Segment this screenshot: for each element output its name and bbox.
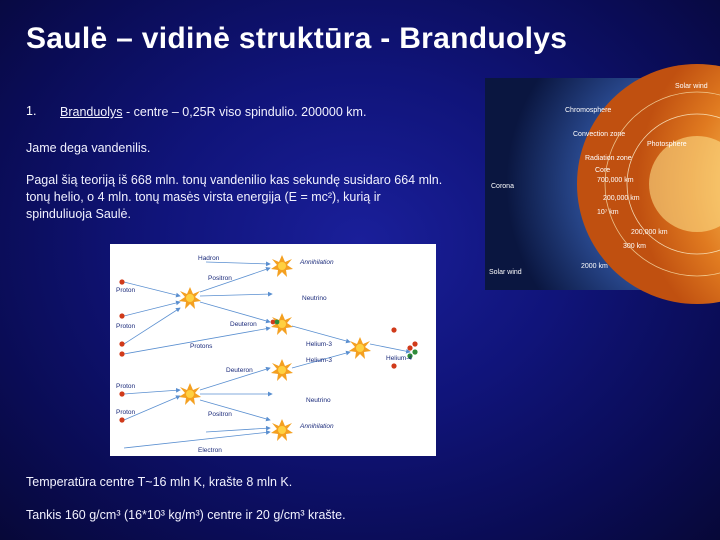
fusion-line: Jame dega vandenilis. — [26, 141, 151, 155]
label-neutrino-top: Neutrino — [302, 295, 327, 302]
label-corona: Corona — [491, 183, 514, 190]
label-200000km-outer: 200,000 km — [631, 229, 668, 236]
label-solar-wind-bottom: Solar wind — [489, 269, 522, 276]
density-line: Tankis 160 g/cm³ (16*10³ kg/m³) centre ir 20 g/cm³ krašte. — [26, 508, 346, 522]
label-200000km: 200,000 km — [603, 195, 640, 202]
label-700000km: 700,000 km — [597, 177, 634, 184]
sun-structure-diagram — [485, 78, 708, 290]
label-protons: Protons — [190, 343, 213, 350]
slide-title: Saulė – vidinė struktūra - Branduolys — [26, 22, 568, 55]
core-term-link[interactable]: Branduolys — [60, 105, 123, 119]
label-hadron: Hadron — [198, 255, 220, 262]
annihilation-burst-bottom — [271, 419, 293, 441]
reaction-arrows — [124, 262, 413, 448]
label-deuteron-top: Deuteron — [230, 321, 257, 328]
core-definition — [60, 104, 366, 121]
list-number: 1. — [26, 104, 37, 118]
particle-dots — [119, 279, 417, 422]
label-proton-4: Proton — [116, 409, 136, 416]
label-helium3-bottom: Helium-3 — [306, 357, 333, 364]
label-electron: Electron — [198, 447, 222, 454]
label-proton-1: Proton — [116, 287, 136, 294]
label-radiation-zone: Radiation zone — [585, 155, 632, 162]
label-neutrino-bottom: Neutrino — [306, 397, 331, 404]
label-2000km: 2000 km — [581, 263, 608, 270]
annihilation-burst-top — [271, 255, 293, 277]
fusion-burst-5 — [271, 359, 293, 381]
label-photosphere: Photosphere — [647, 141, 687, 148]
label-convection-zone: Convection zone — [573, 131, 626, 138]
fusion-burst-4 — [179, 383, 201, 405]
label-core: Core — [595, 167, 611, 174]
label-deuteron-bottom: Deuteron — [226, 367, 253, 374]
label-positron-top: Positron — [208, 275, 232, 282]
theory-paragraph: Pagal šią teoriją iš 668 mln. tonų vandenilio kas sekundę susidaro 664 mln. tonų helio, o 4 mln. tonų masės virsta energija (E = mc²), kurią ir spinduliuoja Saulė. — [26, 173, 443, 221]
label-proton-2: Proton — [116, 323, 136, 330]
label-positron-bottom: Positron — [208, 411, 232, 418]
label-chromosphere: Chromosphere — [565, 107, 612, 114]
label-solar-wind-top: Solar wind — [675, 83, 708, 90]
label-annihilation-bottom: Annihilation — [300, 423, 334, 430]
label-proton-3: Proton — [116, 383, 136, 390]
label-300km: 300 km — [623, 243, 646, 250]
label-helium4: Helium-4 — [386, 355, 413, 362]
label-annihilation-top: Annihilation — [300, 259, 334, 266]
label-helium3-top: Helium-3 — [306, 341, 333, 348]
fusion-burst-1 — [179, 287, 201, 309]
temperature-line: Temperatūra centre T~16 mln K, krašte 8 mln K. — [26, 475, 293, 489]
fusion-burst-3 — [349, 337, 371, 359]
label-10e7km: 10⁷ km — [597, 209, 619, 216]
proton-proton-chain-diagram — [110, 244, 436, 456]
core-description: - centre – 0,25R viso spindulio. 200000 km. — [122, 105, 367, 119]
